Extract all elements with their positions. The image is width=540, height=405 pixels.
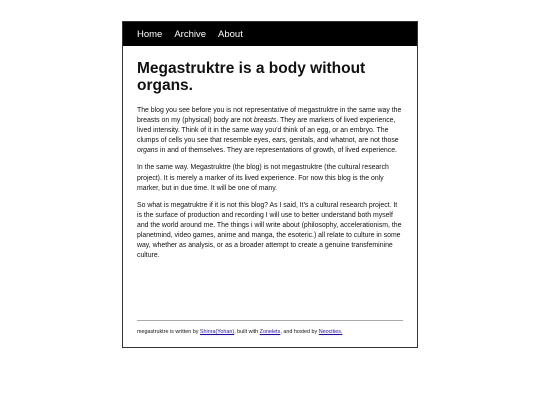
- nav-about-link[interactable]: About: [218, 28, 243, 40]
- paragraph-3: So what is megatruktre if it is not this blog? As I said, It's a cultural research project. It is the surface of production and recording I will use to better understand both myself and the world around me. The things i will write about (philosophy, accelerationism, the planetmind, video games, anime and manga, the esoteric.) all relate to culture in some way, whether as analysis, or as a broader attempt to create a genuine transfeminine culture.: [137, 201, 402, 260]
- paragraph-1-part-b: . They are markers of lived experience, lived intensity. Think of it in the same way you'd think of an egg, or an embryo. The clumps of cells you see that resemble eyes, ears, genitals, and whatnot, are not those: [137, 117, 399, 145]
- footer-neocities-link[interactable]: Neocities.: [318, 329, 343, 335]
- page-container: [122, 21, 418, 348]
- post-title: Megastruktre is a body without organs.: [137, 60, 366, 94]
- paragraph-1-part-a: The blog you see before you is not representative of megastruktre in the same way the breasts on my (physical) body are not: [137, 107, 402, 125]
- footer-text-2: , built with: [234, 329, 260, 335]
- nav-home-link[interactable]: Home: [137, 28, 163, 40]
- paragraph-1: [137, 106, 403, 156]
- page-footer: [137, 320, 403, 335]
- emphasis-organs: organs: [137, 147, 159, 155]
- nav-archive-link[interactable]: Archive: [174, 28, 207, 40]
- footer-text-3: , and hosted by: [280, 329, 319, 335]
- paragraph-2: In the same way. Megastruktre (the blog) is not megastruktre (the cultural research project). It is merely a marker of its lived experience. For now this blog is the only marker, but in due time. It will be one of many.: [137, 164, 389, 192]
- paragraph-1-part-c: in and of themselves. They are representations of growth, of lived experience.: [158, 147, 397, 155]
- footer-text-1: megastruktre is written by: [137, 329, 200, 335]
- post-content: [123, 46, 417, 261]
- footer-zonelets-link[interactable]: Zonelets: [259, 329, 281, 335]
- footer-author-link[interactable]: Shinra(Yohan): [199, 329, 235, 335]
- emphasis-breasts: breasts: [253, 117, 277, 125]
- top-navbar: [123, 22, 417, 46]
